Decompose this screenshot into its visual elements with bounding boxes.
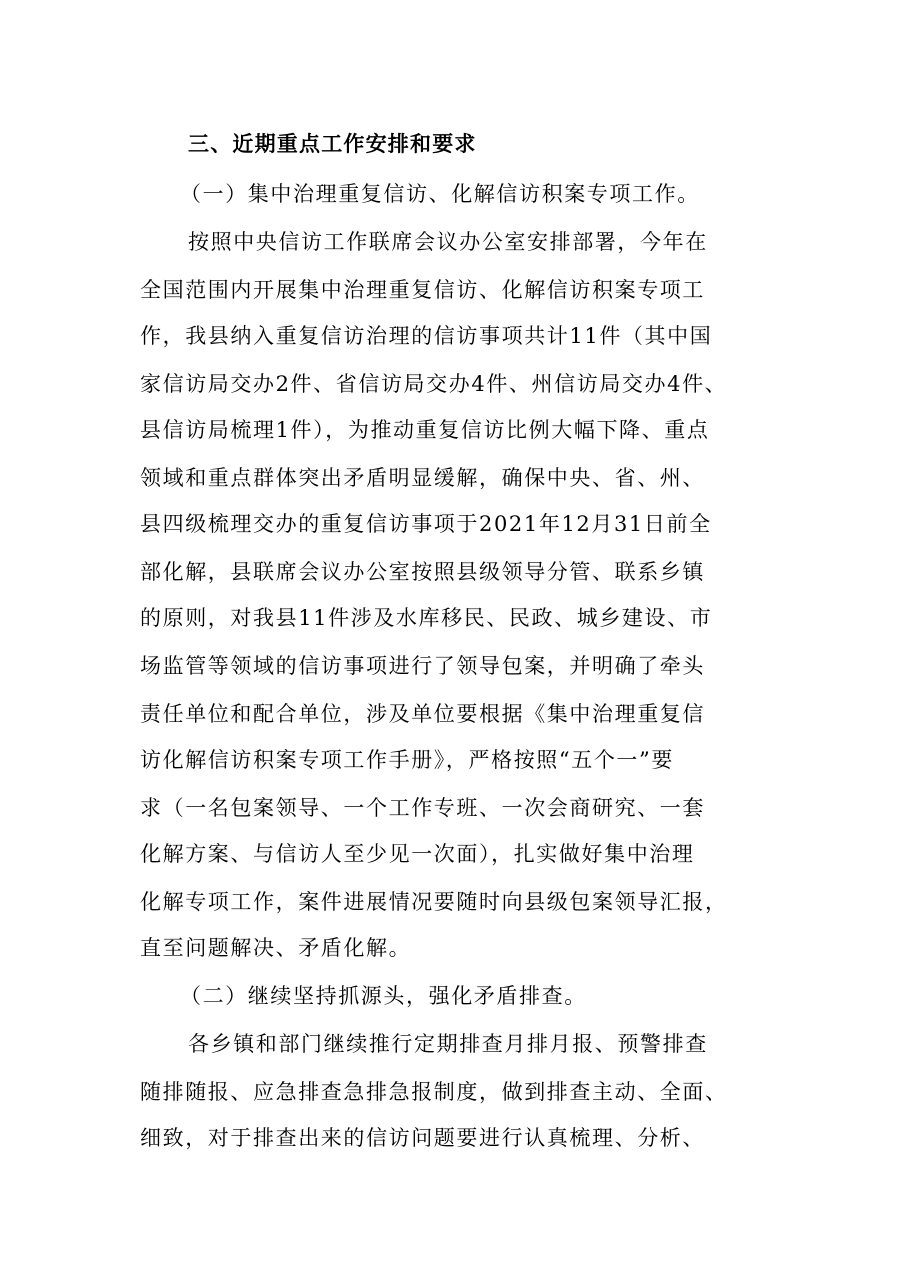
paragraph-line: 家信访局交办2件、省信访局交办4件、州信访局交办4件、 — [140, 372, 728, 396]
paragraph-line: 细致，对于排查出来的信访问题要进行认真梳理、分析、 — [140, 1126, 705, 1150]
paragraph-line: 全国范围内开展集中治理重复信访、化解信访积案专项工 — [140, 278, 705, 302]
subsection-2-heading: （二）继续坚持抓源头，强化矛盾排查。 — [180, 984, 587, 1008]
paragraph-line: 各乡镇和部门继续推行定期排查月排月报、预警排查 — [188, 1032, 708, 1056]
subsection-1-heading: （一）集中治理重复信访、化解信访积案专项工作。 — [180, 182, 700, 206]
paragraph-line: 化解专项工作，案件进展情况要随时向县级包案领导汇报， — [140, 890, 728, 914]
section-heading: 三、近期重点工作安排和要求 — [188, 132, 477, 156]
paragraph-line: 求（一名包案领导、一个工作专班、一次会商研究、一套 — [140, 796, 705, 820]
paragraph-line: 部化解，县联席会议办公室按照县级领导分管、联系乡镇 — [140, 560, 705, 584]
paragraph-line: 县四级梳理交办的重复信访事项于2021年12月31日前全 — [140, 512, 712, 536]
paragraph-line: 场监管等领域的信访事项进行了领导包案，并明确了牵头 — [140, 654, 705, 678]
paragraph-line: 的原则，对我县11件涉及水库移民、民政、城乡建设、市 — [140, 606, 713, 630]
paragraph-line: 访化解信访积案专项工作手册》，严格按照“五个一”要 — [140, 748, 674, 772]
paragraph-line: 县信访局梳理1件），为推动重复信访比例大幅下降、重点 — [140, 418, 710, 442]
paragraph-line: 责任单位和配合单位，涉及单位要根据《集中治理重复信 — [140, 702, 705, 726]
paragraph-line: 直至问题解决、矛盾化解。 — [140, 936, 412, 960]
paragraph-line: 按照中央信访工作联席会议办公室安排部署，今年在 — [188, 230, 708, 254]
paragraph-line: 领域和重点群体突出矛盾明显缓解，确保中央、省、州、 — [140, 466, 705, 490]
paragraph-line: 作，我县纳入重复信访治理的信访事项共计11件（其中国 — [140, 324, 713, 348]
paragraph-line: 随排随报、应急排查急排急报制度，做到排查主动、全面、 — [140, 1080, 728, 1104]
paragraph-line: 化解方案、与信访人至少见一次面），扎实做好集中治理 — [140, 842, 695, 866]
